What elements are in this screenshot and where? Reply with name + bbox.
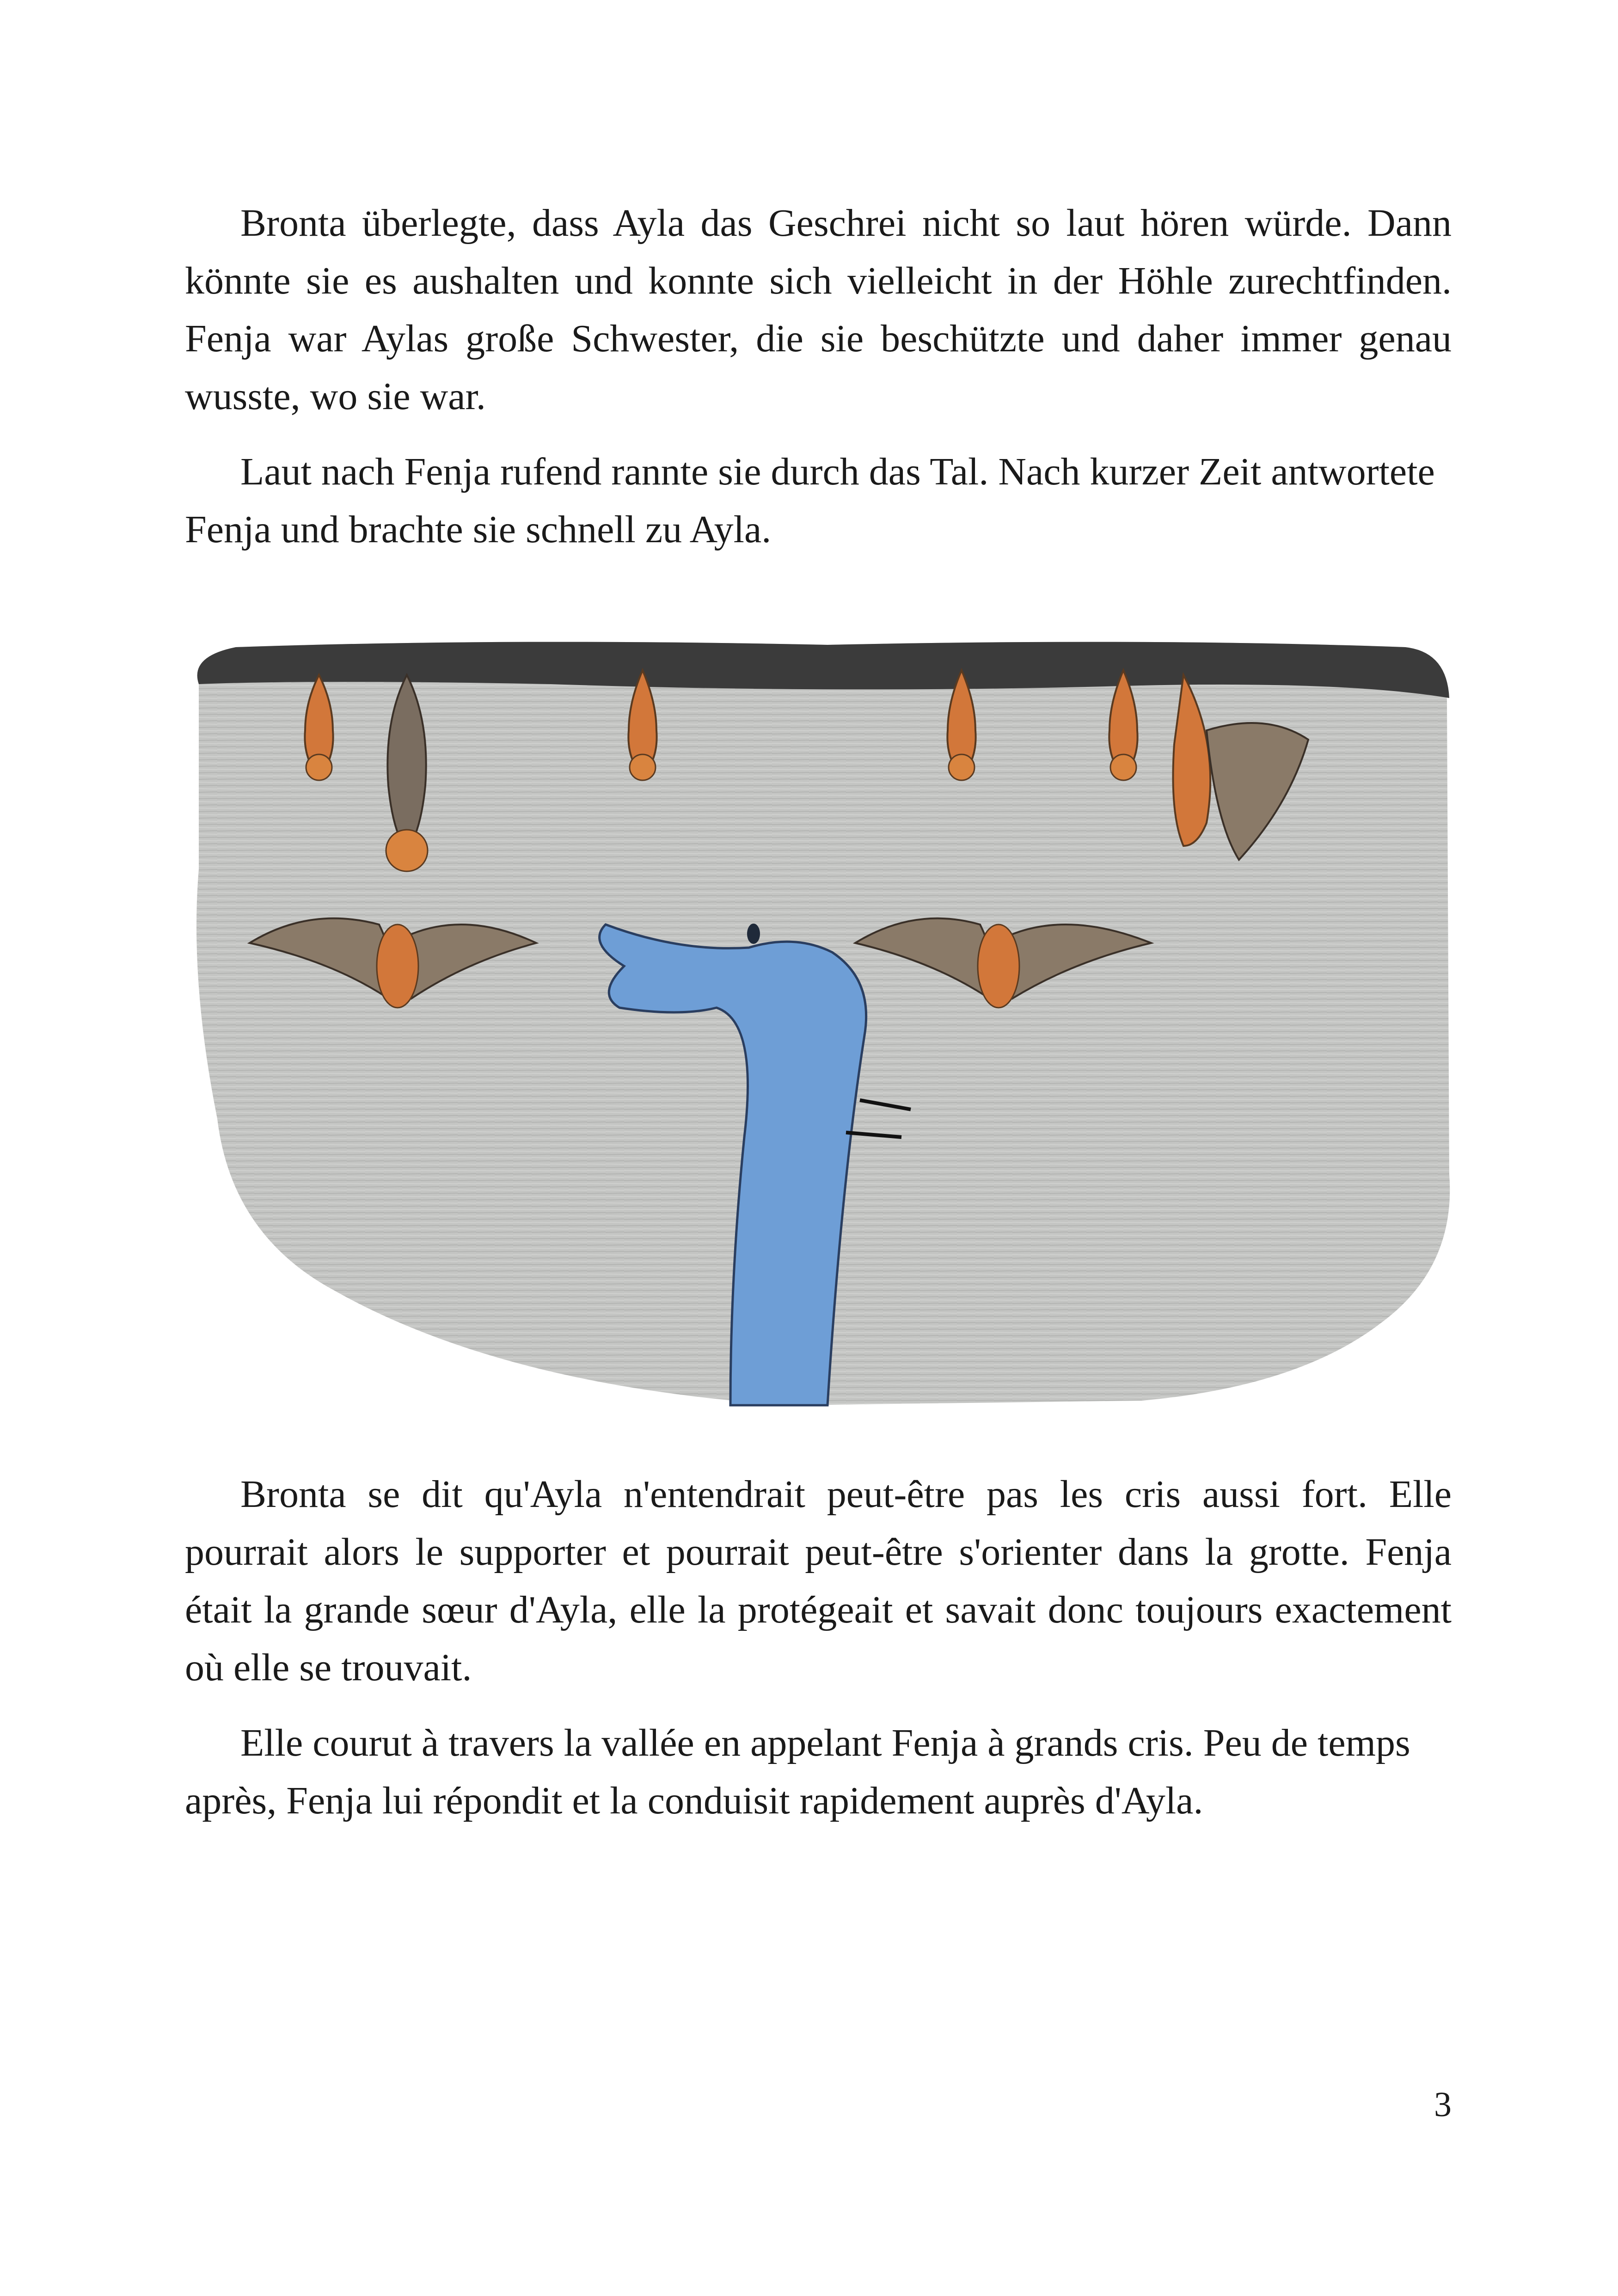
french-paragraph-1: Bronta se dit qu'Ayla n'entendrait peut-être pas les cris aussi fort. Elle pourrait alors le supporter et pourrait peut-être s'orienter dans la grotte. Fenja était la grande sœur d'Ayla, elle la protégeait et savait donc toujours exactement où elle se trouvait. xyxy=(185,1473,1452,1689)
french-paragraph-2: Elle courut à travers la vallée en appelant Fenja à grands cris. Peu de temps après, Fenja lui répondit et la conduisit rapidement auprès d'Ayla. xyxy=(185,1721,1410,1822)
german-text xyxy=(185,194,1452,576)
german-paragraph-1: Bronta überlegte, dass Ayla das Geschrei nicht so laut hören würde. Dann könnte sie es aushalten und konnte sich vielleicht in der Höhle zurechtfinden. Fenja war Aylas große Schwester, die sie beschützte und daher immer genau wusste, wo sie war. xyxy=(185,202,1452,418)
french-text xyxy=(185,1465,1452,1847)
cave-illustration xyxy=(180,629,1461,1414)
german-paragraph-2: Laut nach Fenja rufend rannte sie durch das Tal. Nach kurzer Zeit antwortete Fenja und brachte sie schnell zu Ayla. xyxy=(185,450,1435,551)
page-number: 3 xyxy=(1434,2085,1452,2124)
